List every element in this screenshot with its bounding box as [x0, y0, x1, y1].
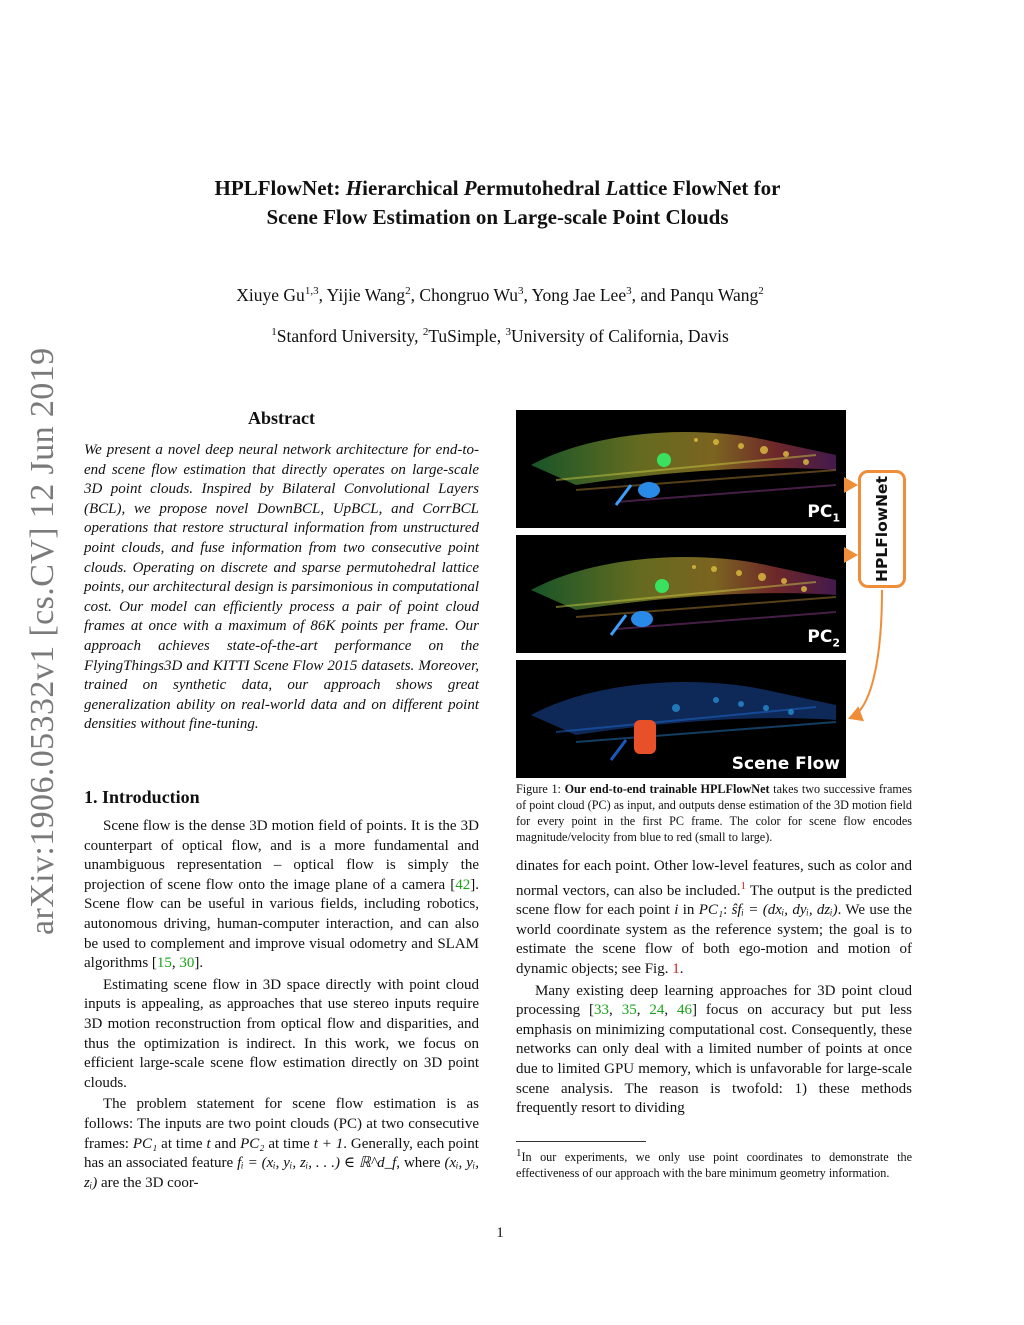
title-h: H: [345, 176, 363, 200]
figure-1: [516, 410, 908, 780]
right-column-body: [516, 857, 912, 1121]
author: Panqu Wang$^2$: [670, 285, 764, 305]
title-line-2: Scene Flow Estimation on Large-scale Point Clouds: [266, 205, 729, 229]
paragraph: Scene flow is the dense 3D motion field of points. It is the 3D counterpart of optical flow, and is a more fundamental and unambiguous representation – optical flow is simply the projection of scene flow onto the image plane of a camera [42]. Scene flow can be useful in various fields, including robotics, autonomous driving, human-computer interaction, and can also be used to complement and improve visual odometry and SLAM algorithms [15, 30].: [84, 818, 479, 972]
affiliation-list: [100, 326, 900, 347]
point-cloud-panel-1: [516, 410, 846, 528]
author: Chongruo Wu$^3$,: [419, 285, 532, 305]
point-cloud-panel-2: [516, 535, 846, 653]
author-list: [100, 285, 900, 306]
lidar-scene-image: [516, 410, 846, 528]
citation-link[interactable]: 33: [594, 1002, 610, 1019]
scene-flow-panel: [516, 660, 846, 778]
left-column-body: [84, 817, 479, 1195]
title-prefix: HPLFlowNet:: [214, 176, 346, 200]
footnote-marker[interactable]: 1: [740, 879, 747, 892]
title-h-rest: ierarchical: [362, 176, 464, 200]
author: Yijie Wang$^2$,: [326, 285, 420, 305]
citation-link[interactable]: 15: [156, 955, 172, 972]
affiliation: $^1$Stanford University,: [271, 326, 423, 346]
title-p: P: [463, 176, 477, 200]
paper-title: [120, 174, 875, 232]
title-l: L: [605, 176, 619, 200]
figure-caption: Figure 1: Our end-to-end trainable HPLFlowNet takes two successive frames of point cloud (PC) as input, and outputs dense estimation of the 3D motion field for every point in the first PC frame. The color for scene flow encodes magnitude/velocity from blue to red (small to large).: [516, 782, 912, 844]
citation-link[interactable]: 24: [649, 1002, 665, 1019]
citation-link[interactable]: 30: [179, 955, 195, 972]
author: Xiuye Gu$^{1,3}$,: [236, 285, 327, 305]
pc1-label: $PC_1$: [807, 501, 840, 524]
scene-flow-label: Scene Flow: [731, 754, 840, 774]
abstract-heading: Abstract: [248, 408, 315, 428]
citation-link[interactable]: 46: [677, 1002, 693, 1019]
lidar-scene-image: [516, 535, 846, 653]
paragraph: Many existing deep learning approaches for 3D point cloud processing [33, 35, 24, 46] focus on accuracy but put less emphasis on minimizing computational cost. Consequently, these networks can only deal with a limited number of points at once due to limited GPU memory, which is unfavorable for large-scale scene analysis. The reason is twofold: 1) these methods frequently resort to dividing: [516, 982, 913, 1117]
citation-link[interactable]: 35: [621, 1002, 637, 1019]
author: Yong Jae Lee$^3$, and: [531, 285, 671, 305]
page-number: 1: [496, 1225, 504, 1241]
title-l-rest: attice FlowNet for: [618, 176, 781, 200]
network-label: HPLFlowNet: [873, 476, 891, 582]
footnote-divider: [516, 1141, 646, 1142]
citation-link[interactable]: 42: [455, 876, 471, 893]
title-p-rest: ermutohedral: [476, 176, 606, 200]
arxiv-identifier: arXiv:1906.05332v1 [cs.CV] 12 Jun 2019: [24, 347, 61, 935]
section-heading-introduction: 1. Introduction: [84, 787, 200, 807]
affiliation: $^2$TuSimple,: [422, 326, 506, 346]
paragraph: Estimating scene flow in 3D space directly with point cloud inputs is appealing, as approaches that use stereo inputs require 3D motion reconstruction from optical flow and disparities, and thus the optimization is indirect. In this work, we focus on efficient large-scale scene flow estimation directly on 3D point clouds.: [84, 976, 479, 1091]
paragraph: The problem statement for scene flow estimation is as follows: The inputs are two point clouds (PC) at two consecutive frames: PC₁ at time t and PC₂ at time t + 1. Generally, each point has an associated feature fᵢ = (xᵢ, yᵢ, zᵢ, . . .) ∈ ℝ^d_f, where (xᵢ, yᵢ, zᵢ) are the 3D coor-: [84, 1096, 479, 1191]
abstract-text: We present a novel deep neural network architecture for end-to-end scene flow estimation that directly operates on large-scale 3D point clouds. Inspired by Bilateral Convolutional Layers (BCL), we propose novel DownBCL, UpBCL, and CorrBCL operations that restore structural information from unstructured point clouds, and fuse information from two consecutive point clouds. Operating on discrete and sparse permutohedral lattice points, our architectural design is parsimonious in computational cost. Our model can efficiently process a pair of point cloud frames at once with a maximum of 86K points per frame. Our approach achieves state-of-the-art performance on the FlyingThings3D and KITTI Scene Flow 2015 datasets. Moreover, trained on synthetic data, our approach shows great generalization ability on real-world data and on different point densities without fine-tuning.: [84, 442, 479, 733]
pc2-label: $PC_2$: [807, 626, 840, 649]
figure-reference-link[interactable]: 1: [672, 960, 680, 977]
affiliation: $^3$University of California, Davis: [505, 326, 729, 346]
footnote: $^1$In our experiments, we only use point coordinates to demonstrate the effectiveness of our approach with the bare minimum geometry information.: [516, 1147, 912, 1181]
paragraph: dinates for each point. Other low-level features, such as color and normal vectors, can also be included.$^1$ The output is the predicted scene flow for each point i in PC₁: ŝfᵢ = (dxᵢ, dyᵢ, dzᵢ). We use the world coordinate system as the reference system; the goal is to estimate the scene flow of both ego-motion and motion of dynamic objects; see Fig. 1.: [516, 858, 912, 977]
network-block: [858, 470, 906, 588]
